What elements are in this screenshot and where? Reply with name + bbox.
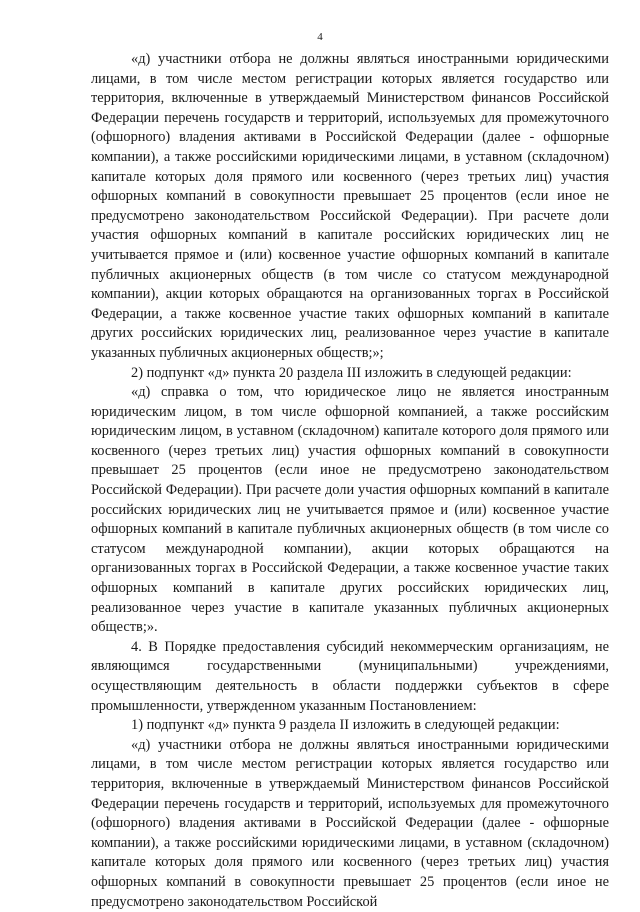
paragraph-subpoint-d-participants: «д) участники отбора не должны являться иностранными юридическими лицами, в том числе местом регистрации которых является государство или территория, включенные в утверждаемый Министерством финансов Российской Федерации перечень государств и территорий, используемых для промежуточного (офшорного) владения активами в Российской Федерации (далее - офшорные компании), а также российскими юридическими лицами, в уставном (складочном) капитале которых доля прямого или косвенного (через третьих лиц) участия офшорных компаний в совокупности превышает 25 процентов (если иное не предусмотрено законодательством Российской Федерации). При расчете доли участия офшорных компаний в капитале российских юридических лиц не учитывается прямое и (или) косвенное участие офшорных компаний в капитале публичных акционерных обществ (в том числе со статусом международной компании), акции которых обращаются на организованных торгах в Российской Федерации, а также косвенное участие таких офшорных компаний в капитале других российских юридических лиц, реализованное через участие в капитале указанных публичных акционерных обществ;»; [91, 51, 609, 361]
document-body [91, 50, 609, 912]
paragraph-subpoint-d-participants-2: «д) участники отбора не должны являться иностранными юридическими лицами, в том числе местом регистрации которых является государство или территория, включенные в утверждаемый Министерством финансов Российской Федерации перечень государств и территорий, используемых для промежуточного (офшорного) владения активами в Российской Федерации (далее - офшорные компании), а также российскими юридическими лицами, в уставном (складочном) капитале которых доля прямого или косвенного (через третьих лиц) участия офшорных компаний в совокупности превышает 25 процентов (если иное не предусмотрено законодательством Российской [91, 736, 609, 910]
paragraph-amendment-point-20: 2) подпункт «д» пункта 20 раздела III изложить в следующей редакции: [131, 364, 572, 381]
paragraph-subpoint-d-certificate: «д) справка о том, что юридическое лицо не является иностранным юридическим лицом, в том числе офшорной компанией, а также российским юридическим лицом, в уставном (складочном) капитале которого доля прямого или косвенного (через третьих лиц) участия офшорных компаний в совокупности превышает 25 процентов (если иное не предусмотрено законодательством Российской Федерации). При расчете доли участия офшорных компаний в капитале российских юридических лиц не учитывается прямое и (или) косвенное участие офшорных компаний в капитале публичных акционерных обществ (в том числе со статусом международной компании), акции которых обращаются на организованных торгах в Российской Федерации, а также косвенное участие таких офшорных компаний в капитале других российских юридических лиц, реализованное через участие в капитале указанных публичных акционерных обществ;». [91, 384, 609, 636]
paragraph-item-4-procedure: 4. В Порядке предоставления субсидий некоммерческим организациям, не являющимся государственными (муниципальными) учреждениями, осуществляющим деятельность в области поддержки субъектов в сфере промышленности, утвержденном указанным Постановлением: [91, 638, 609, 714]
paragraph-amendment-point-9: 1) подпункт «д» пункта 9 раздела II изложить в следующей редакции: [131, 717, 560, 734]
page-number: 4 [317, 31, 323, 43]
